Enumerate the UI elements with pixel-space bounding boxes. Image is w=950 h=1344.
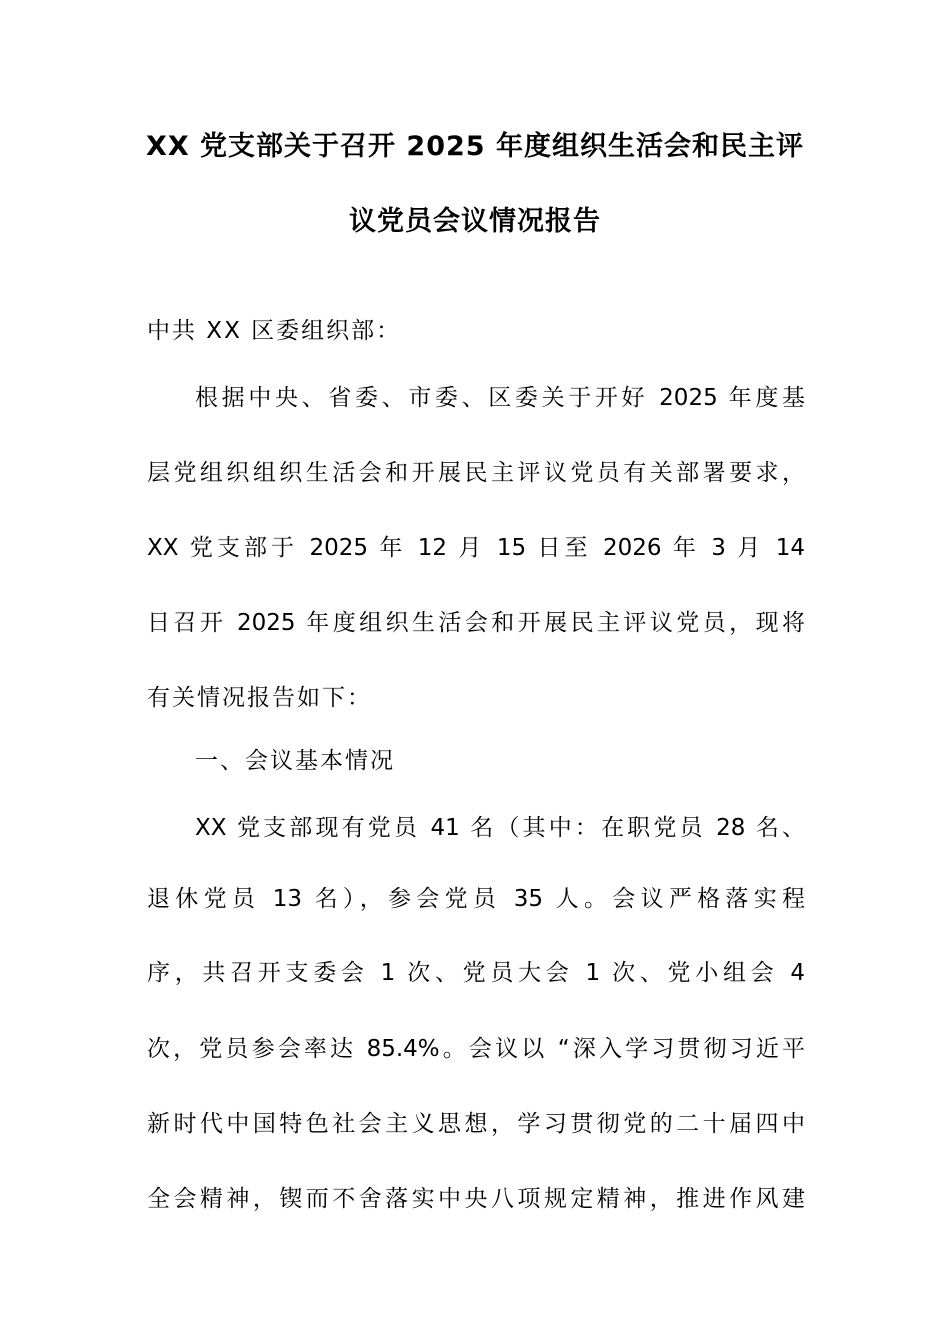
paragraph-line: 新时代中国特色社会主义思想，学习贯彻党的二十届四中	[147, 1111, 805, 1137]
paragraph-line: 有关情况报告如下：	[147, 685, 372, 711]
salutation: 中共 XX 区委组织部：	[147, 318, 402, 344]
paragraph-line: 层党组织组织生活会和开展民主评议党员有关部署要求，	[147, 460, 805, 486]
paragraph-line: 退休党员 13 名），参会党员 35 人。会议严格落实程	[147, 886, 805, 912]
paragraph-line: XX 党支部现有党员 41 名（其中：在职党员 28 名、	[195, 815, 805, 841]
document-title-line-2: 议党员会议情况报告	[349, 206, 601, 237]
section-heading: 一、会议基本情况	[195, 748, 395, 774]
document-title-line-1: XX 党支部关于召开 2025 年度组织生活会和民主评	[146, 131, 804, 162]
paragraph-line: 根据中央、省委、市委、区委关于开好 2025 年度基	[195, 385, 805, 411]
paragraph-line: 日召开 2025 年度组织生活会和开展民主评议党员，现将	[147, 610, 805, 636]
paragraph-line: XX 党支部于 2025 年 12 月 15 日至 2026 年 3 月 14	[147, 535, 805, 561]
paragraph-line: 序，共召开支委会 1 次、党员大会 1 次、党小组会 4	[147, 960, 805, 986]
paragraph-line: 全会精神，锲而不舍落实中央八项规定精神，推进作风建	[147, 1186, 805, 1212]
paragraph-line: 次，党员参会率达 85.4%。会议以 “深入学习贯彻习近平	[147, 1036, 805, 1062]
